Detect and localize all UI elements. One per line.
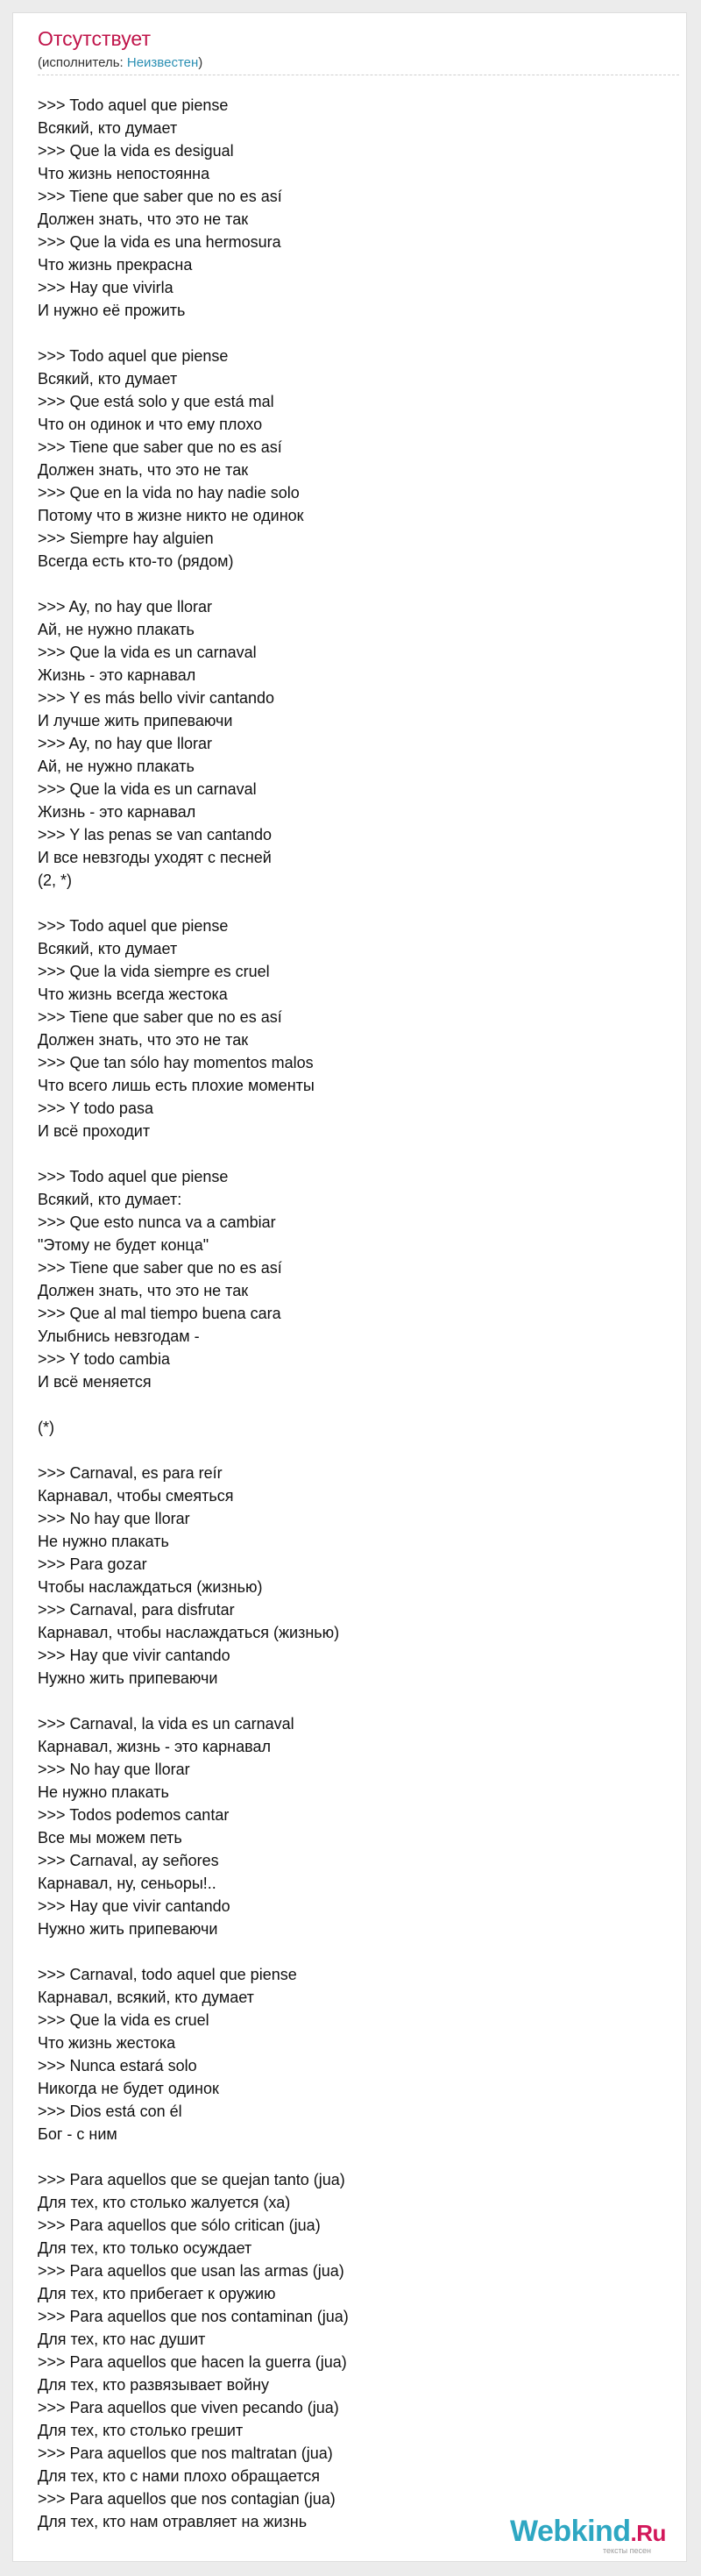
lyrics-line: >>> Para aquellos que nos maltratan (jua) xyxy=(38,2444,333,2462)
lyrics-line: >>> Que esto nunca va a cambiar xyxy=(38,1213,276,1231)
lyrics-line: Что жизнь прекрасна xyxy=(38,256,193,274)
lyrics-line: Не нужно плакать xyxy=(38,1783,169,1801)
lyrics-line: >>> Para aquellos que sólo critican (jua) xyxy=(38,2217,321,2234)
lyrics-line: >>> Que está solo y que está mal xyxy=(38,393,274,410)
lyrics-line: "Этому не будет конца" xyxy=(38,1236,209,1254)
lyrics-line: Для тех, кто только осуждает xyxy=(38,2239,252,2257)
lyrics-blank-line xyxy=(38,892,679,914)
lyrics-line: Для тех, кто прибегает к оружию xyxy=(38,2285,276,2302)
lyrics-line: >>> Todo aquel que piense xyxy=(38,1168,229,1185)
lyrics-line: >>> Todo aquel que piense xyxy=(38,917,229,935)
lyrics-line: Должен знать, что это не так xyxy=(38,1031,249,1049)
lyrics-line: >>> Siempre hay alguien xyxy=(38,530,214,547)
lyrics-line: И всё проходит xyxy=(38,1122,151,1140)
lyrics-line: >>> Hay que vivir cantando xyxy=(38,1897,230,1915)
lyrics-line: >>> Y todo pasa xyxy=(38,1099,153,1117)
lyrics-line: Для тех, кто столько жалуется (ха) xyxy=(38,2194,291,2211)
lyrics-line: >>> Para aquellos que viven pecando (jua) xyxy=(38,2399,339,2416)
lyrics-line: Что жизнь жестока xyxy=(38,2034,176,2052)
lyrics-line: Что всего лишь есть плохие моменты xyxy=(38,1077,315,1094)
lyrics-line: Жизнь - это карнавал xyxy=(38,803,196,821)
lyrics-blank-line xyxy=(38,1690,679,1712)
lyrics-line: Ай, не нужно плакать xyxy=(38,621,195,638)
lyrics-line: Не нужно плакать xyxy=(38,1533,169,1550)
lyrics-line: И все невзгоды уходят с песней xyxy=(38,849,272,866)
lyrics-line: Всякий, кто думает xyxy=(38,370,178,388)
lyrics-line: >>> Que la vida es desigual xyxy=(38,142,234,160)
lyrics-line: >>> Que la vida es cruel xyxy=(38,2011,209,2029)
lyrics-line: >>> No hay que llorar xyxy=(38,1761,190,1778)
lyrics-line: >>> Carnaval, todo aquel que piense xyxy=(38,1966,297,1983)
lyrics-blank-line xyxy=(38,1439,679,1462)
lyrics-line: >>> Ay, no hay que llorar xyxy=(38,735,212,752)
lyrics-line: >>> Carnaval, la vida es un carnaval xyxy=(38,1715,294,1733)
lyrics-line: Что жизнь непостоянна xyxy=(38,165,210,182)
lyrics-line: Всякий, кто думает: xyxy=(38,1191,182,1208)
lyrics-line: Для тех, кто столько грешит xyxy=(38,2422,244,2439)
lyrics-line: Для тех, кто нас душит xyxy=(38,2330,206,2348)
lyrics-line: >>> Que la vida es un carnaval xyxy=(38,780,257,798)
lyrics-blank-line xyxy=(38,1940,679,1963)
lyrics-text xyxy=(38,94,679,2533)
lyrics-line: >>> Todos podemos cantar xyxy=(38,1806,230,1824)
lyrics-line: >>> Que la vida es un carnaval xyxy=(38,644,257,661)
lyrics-line: >>> Hay que vivir cantando xyxy=(38,1647,230,1664)
lyrics-line: Для тех, кто с нами плохо обращается xyxy=(38,2467,321,2485)
lyrics-line: >>> Para aquellos que hacen la guerra (jua) xyxy=(38,2353,347,2371)
lyrics-line: >>> Que la vida es una hermosura xyxy=(38,233,281,251)
lyrics-line: >>> Carnaval, es para reír xyxy=(38,1464,223,1482)
lyrics-line: И лучше жить припеваючи xyxy=(38,712,233,729)
lyrics-line: >>> Nunca estará solo xyxy=(38,2057,197,2074)
webkind-logo[interactable] xyxy=(510,2515,666,2549)
lyrics-line: Должен знать, что это не так xyxy=(38,210,249,228)
lyrics-line: Что он одинок и что ему плохо xyxy=(38,416,263,433)
lyrics-line: >>> Tiene que saber que no es así xyxy=(38,438,282,456)
lyrics-line: Улыбнись невзгодам - xyxy=(38,1327,200,1345)
lyrics-line: И всё меняется xyxy=(38,1373,152,1391)
lyrics-line: (2, *) xyxy=(38,872,73,889)
artist-suffix: ) xyxy=(198,55,203,70)
lyrics-line: Чтобы наслаждаться (жизнью) xyxy=(38,1578,263,1596)
lyrics-line: Потому что в жизне никто не одинок xyxy=(38,507,304,524)
lyrics-blank-line xyxy=(38,573,679,595)
lyrics-line: Должен знать, что это не так xyxy=(38,461,249,479)
lyrics-line: >>> Todo aquel que piense xyxy=(38,96,229,114)
lyrics-line: Что жизнь всегда жестока xyxy=(38,986,228,1003)
lyrics-line: >>> Y es más bello vivir cantando xyxy=(38,689,274,707)
lyrics-line: Всегда есть кто-то (рядом) xyxy=(38,552,234,570)
lyrics-line: Бог - с ним xyxy=(38,2125,117,2143)
lyrics-line: >>> No hay que llorar xyxy=(38,1510,190,1527)
lyrics-line: >>> Para aquellos que nos contagian (jua) xyxy=(38,2490,336,2508)
lyrics-line: Карнавал, жизнь - это карнавал xyxy=(38,1738,271,1755)
logo-tagline: тексты песен xyxy=(603,2546,652,2555)
lyrics-line: >>> Que en la vida no hay nadie solo xyxy=(38,484,300,502)
lyrics-line: Для тех, кто нам отравляет на жизнь xyxy=(38,2513,308,2530)
lyrics-line: >>> Carnaval, ay señores xyxy=(38,1852,219,1869)
lyrics-line: >>> Y todo cambia xyxy=(38,1350,170,1368)
lyrics-line: Все мы можем петь xyxy=(38,1829,182,1847)
song-artist-line xyxy=(38,55,202,71)
lyrics-line: >>> Todo aquel que piense xyxy=(38,347,229,365)
lyrics-line: >>> Tiene que saber que no es así xyxy=(38,1259,282,1277)
lyrics-line: Никогда не будет одинок xyxy=(38,2080,219,2097)
lyrics-line: (*) xyxy=(38,1419,54,1436)
lyrics-blank-line xyxy=(38,322,679,345)
artist-link[interactable]: Неизвестен xyxy=(126,55,199,70)
lyrics-card xyxy=(12,12,687,2562)
lyrics-line: Должен знать, что это не так xyxy=(38,1282,249,1299)
lyrics-line: >>> Que tan sólo hay momentos malos xyxy=(38,1054,314,1071)
lyrics-line: >>> Hay que vivirla xyxy=(38,279,173,296)
lyrics-line: >>> Tiene que saber que no es así xyxy=(38,188,282,205)
lyrics-line: И нужно её прожить xyxy=(38,302,186,319)
lyrics-line: >>> Ay, no hay que llorar xyxy=(38,598,212,616)
lyrics-line: >>> Para aquellos que usan las armas (jua) xyxy=(38,2262,344,2280)
lyrics-line: Карнавал, чтобы наслаждаться (жизнью) xyxy=(38,1624,340,1641)
lyrics-line: Для тех, кто развязывает войну xyxy=(38,2376,269,2394)
lyrics-line: Всякий, кто думает xyxy=(38,940,178,957)
lyrics-line: Карнавал, всякий, кто думает xyxy=(38,1989,254,2006)
lyrics-blank-line xyxy=(38,2145,679,2168)
artist-prefix: (исполнитель: xyxy=(38,55,127,70)
lyrics-blank-line xyxy=(38,1393,679,1416)
lyrics-line: >>> Y las penas se van cantando xyxy=(38,826,273,843)
lyrics-line: >>> Para gozar xyxy=(38,1555,147,1573)
lyrics-line: >>> Tiene que saber que no es así xyxy=(38,1008,282,1026)
lyrics-line: Нужно жить припеваючи xyxy=(38,1669,218,1687)
lyrics-line: Всякий, кто думает xyxy=(38,119,178,137)
lyrics-line: Нужно жить припеваючи xyxy=(38,1920,218,1938)
lyrics-line: >>> Para aquellos que se quejan tanto (jua) xyxy=(38,2171,345,2188)
lyrics-line: >>> Para aquellos que nos contaminan (jua) xyxy=(38,2308,349,2325)
lyrics-line: >>> Que al mal tiempo buena cara xyxy=(38,1305,281,1322)
song-title: Отсутствует xyxy=(38,27,151,50)
lyrics-line: Ай, не нужно плакать xyxy=(38,758,195,775)
logo-name: Webkind xyxy=(510,2515,631,2548)
lyrics-line: >>> Que la vida siempre es cruel xyxy=(38,963,270,980)
lyrics-line: Жизнь - это карнавал xyxy=(38,666,196,684)
lyrics-line: >>> Dios está con él xyxy=(38,2103,182,2120)
lyrics-blank-line xyxy=(38,1142,679,1165)
logo-tld: .Ru xyxy=(630,2520,666,2546)
lyrics-line: Карнавал, чтобы смеяться xyxy=(38,1487,234,1505)
lyrics-line: >>> Carnaval, para disfrutar xyxy=(38,1601,235,1619)
lyrics-line: Карнавал, ну, сеньоры!.. xyxy=(38,1875,216,1892)
